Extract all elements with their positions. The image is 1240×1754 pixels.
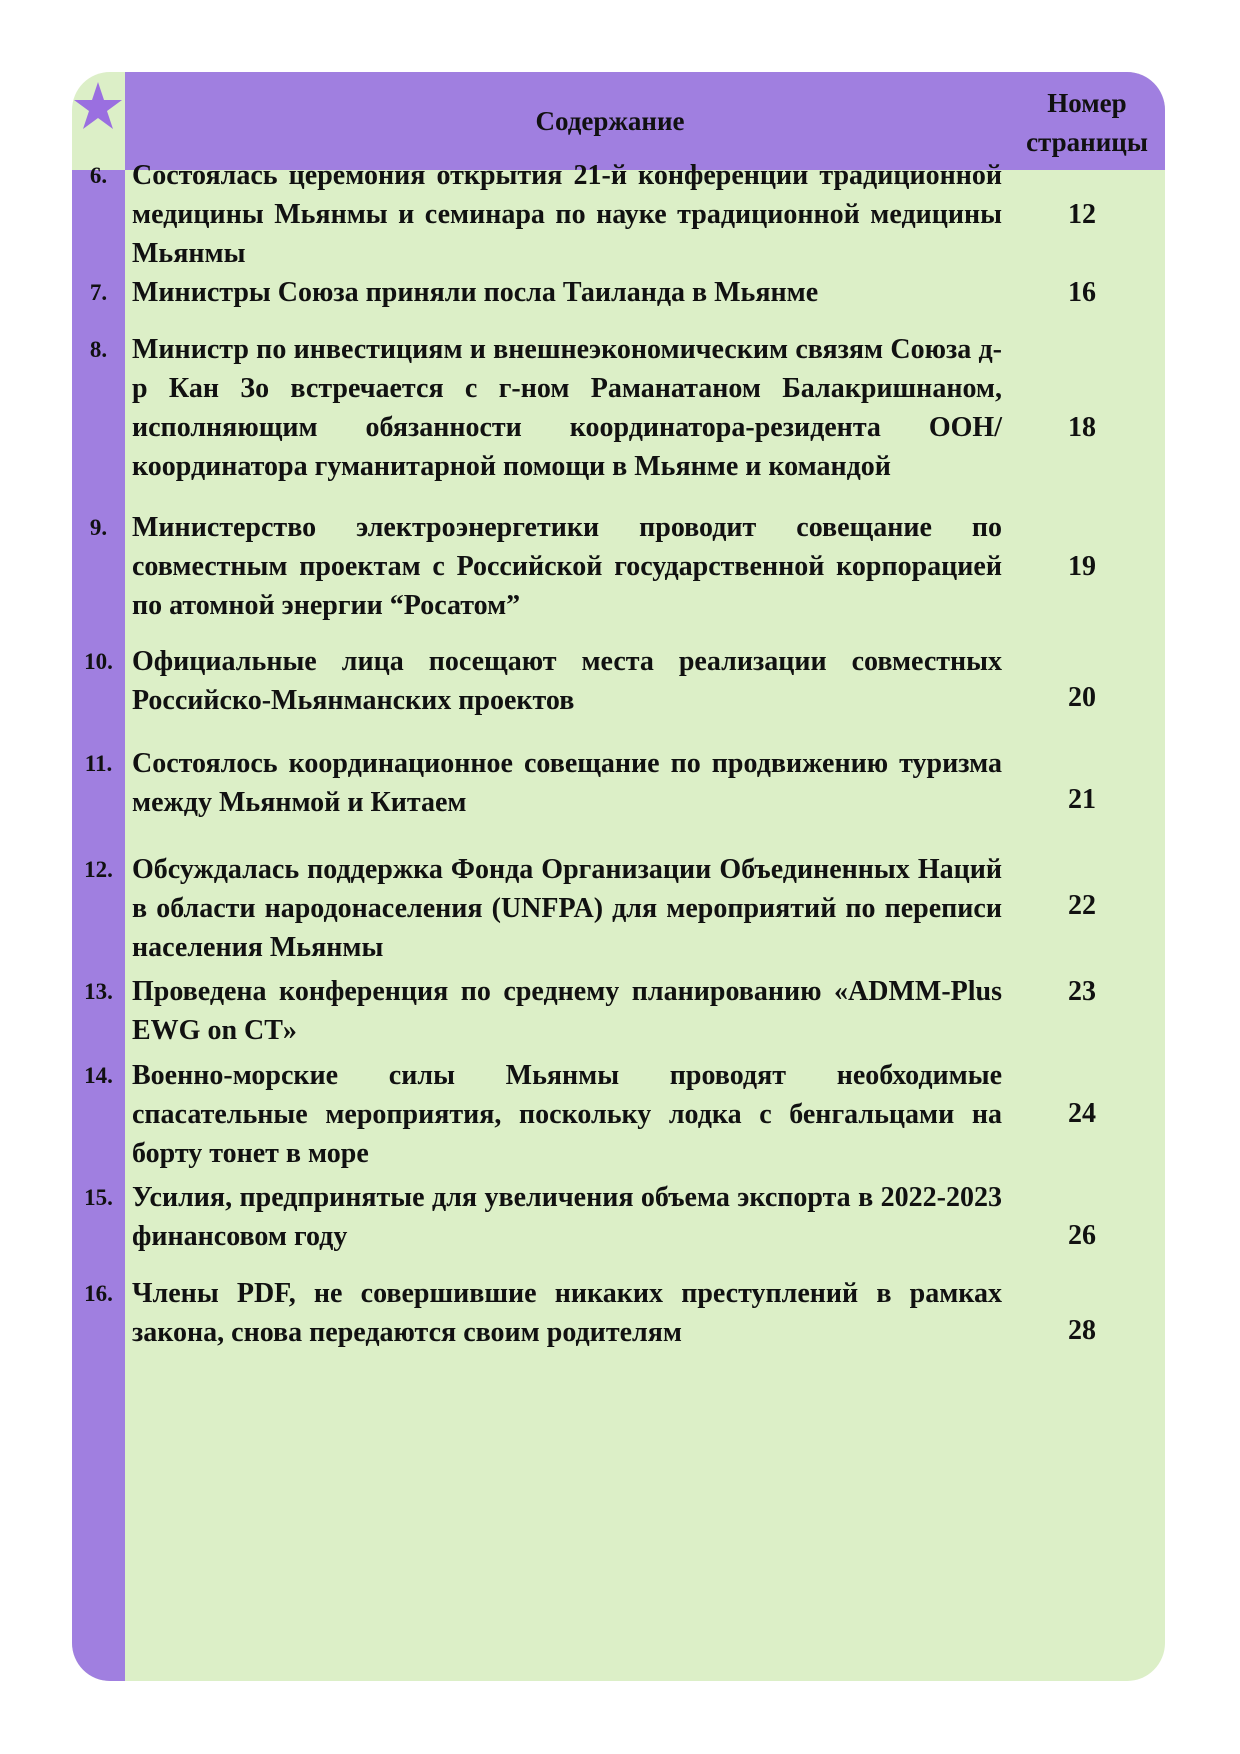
entry-title[interactable]: Усилия, предпринятые для увеличения объема экспорта в 2022-2023 финансовом году: [132, 1182, 1002, 1252]
entry-title[interactable]: Министерство электроэнергетики проводит совещание по совместным проектам с Российской государственной корпорацией по атомной энергии “Росатом”: [132, 512, 1002, 621]
entry-title[interactable]: Проведена конференция по среднему планированию «ADMM-Plus EWG on CT»: [132, 976, 1002, 1046]
entry-title[interactable]: Министр по инвестициям и внешнеэкономическим связям Союза д-р Кан Зо встречается с г-ном Раманатаном Балакришнаном, исполняющим обязанности координатора-резидента ООН/ координатора гуманитарной помощи в Мьянме и командой: [132, 334, 1002, 482]
entry-page: 19: [1068, 551, 1096, 582]
entry-number: 11.: [84, 751, 113, 776]
entry-page: 21: [1068, 784, 1096, 815]
entry-number: 13.: [84, 979, 113, 1004]
entry-page: 18: [1068, 412, 1096, 443]
entry-page: 22: [1068, 890, 1096, 921]
entry-title[interactable]: Состоялась церемония открытия 21-й конференции традиционной медицины Мьянмы и семинара по науке традиционной медицины Мьянмы: [132, 160, 1002, 269]
entry-title[interactable]: Военно-морские силы Мьянмы проводят необходимые спасательные мероприятия, поскольку лодка с бенгальцами на борту тонет в море: [132, 1060, 1002, 1169]
entry-number: 16.: [84, 1281, 113, 1306]
entry-page: 12: [1068, 199, 1096, 230]
entry-title[interactable]: Обсуждалась поддержка Фонда Организации Объединенных Наций в области народонаселения (UNFPA) для мероприятий по переписи населения Мьянмы: [132, 854, 1002, 963]
star-icon: [73, 78, 123, 134]
entry-page: 20: [1068, 682, 1096, 713]
entry-number: 9.: [89, 515, 108, 540]
entry-number: 14.: [84, 1063, 113, 1088]
entry-page: 28: [1068, 1315, 1096, 1346]
left-accent-bar: [72, 170, 125, 1681]
entry-title[interactable]: Члены PDF, не совершившие никаких преступлений в рамках закона, снова передаются своим родителям: [132, 1278, 1002, 1348]
entry-page: 24: [1068, 1098, 1096, 1129]
entry-page: 23: [1068, 976, 1096, 1007]
entry-page: 26: [1068, 1220, 1096, 1251]
entry-page: 16: [1068, 277, 1096, 308]
page-number-header: Номер страницы: [1026, 88, 1148, 157]
entry-title[interactable]: Официальные лица посещают места реализации совместных Российско-Мьянманских проектов: [132, 646, 1002, 716]
entry-number: 6.: [89, 163, 108, 188]
contents-panel: [72, 72, 1165, 1681]
entry-number: 8.: [89, 337, 108, 362]
entry-number: 15.: [84, 1185, 113, 1210]
entry-title[interactable]: Министры Союза приняли посла Таиланда в Мьянме: [132, 277, 819, 308]
contents-title: Содержание: [535, 106, 685, 136]
entry-title[interactable]: Состоялось координационное совещание по продвижению туризма между Мьянмой и Китаем: [132, 748, 1002, 818]
entry-number: 12.: [84, 857, 113, 882]
entry-number: 7.: [89, 280, 108, 305]
entry-number: 10.: [84, 649, 113, 674]
